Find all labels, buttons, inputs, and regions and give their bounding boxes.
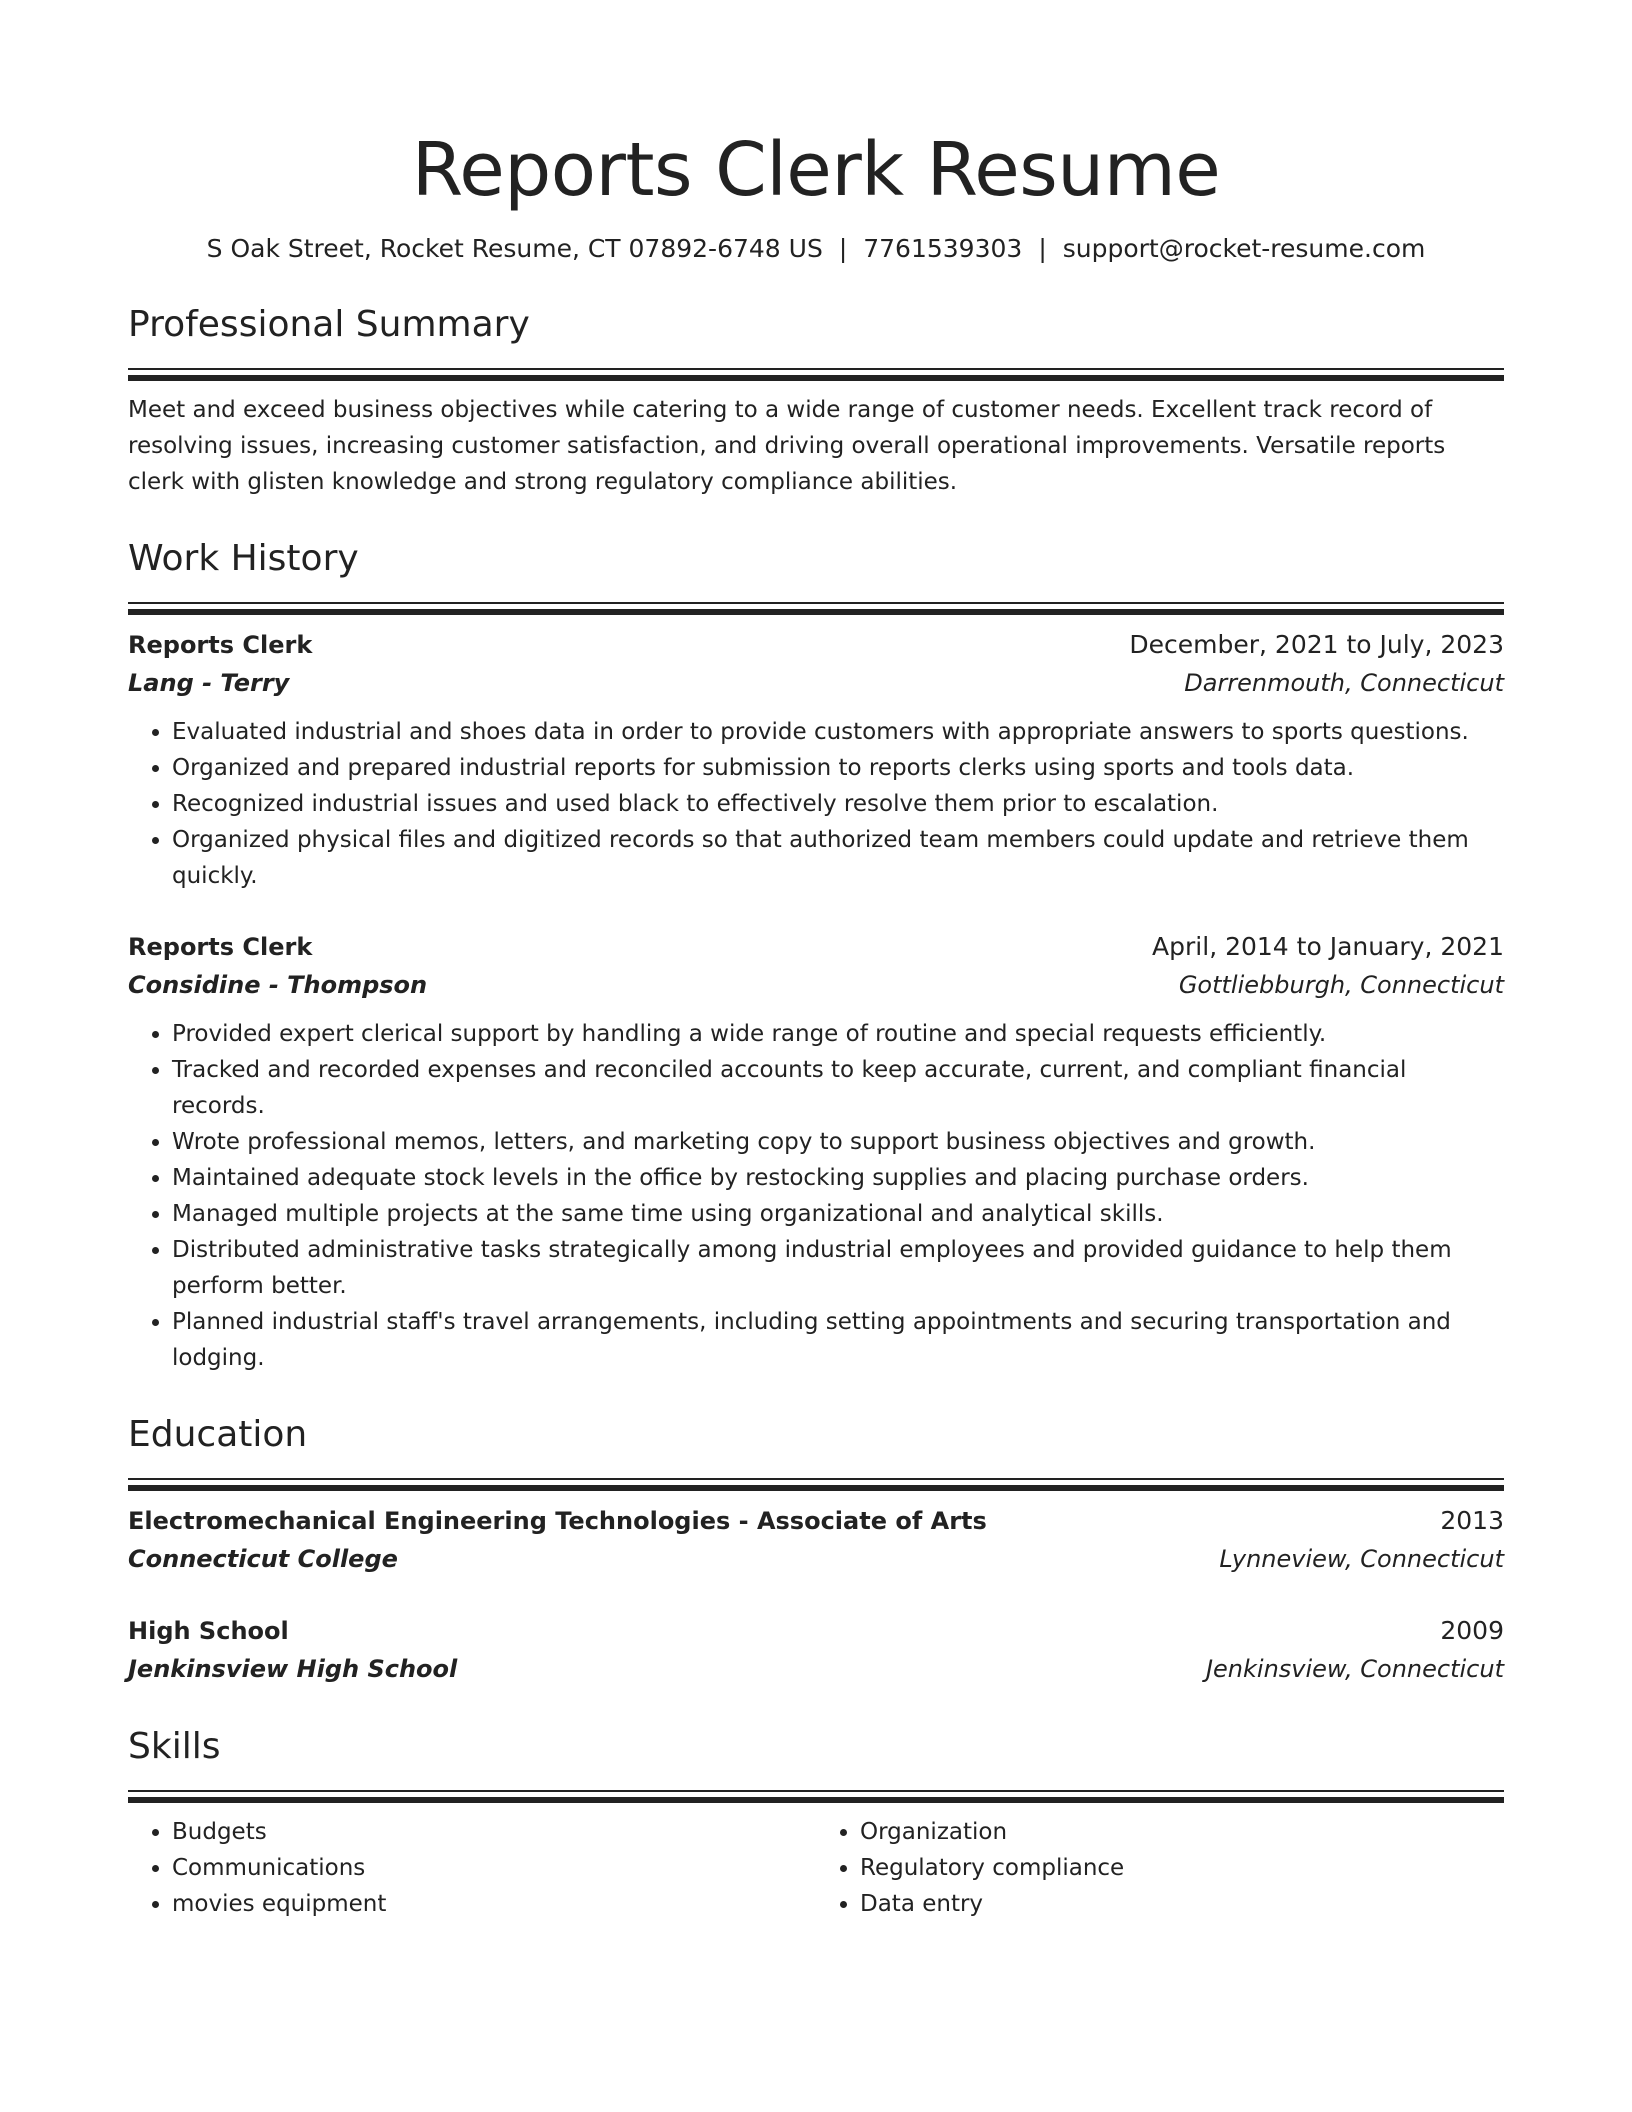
job-entry — [128, 928, 1504, 1376]
job-bullets — [128, 714, 1504, 894]
skill-item: • Organization — [860, 1814, 1504, 1850]
list-item: • Planned industrial staff's travel arrangements, including setting appointments and securing transportation and lodging. — [172, 1304, 1504, 1376]
job-company: Considine - Thompson — [128, 971, 428, 999]
education-entry — [128, 1502, 1504, 1578]
section-divider — [128, 1790, 1504, 1792]
section-heading-summary: Professional Summary — [128, 304, 530, 345]
education-degree: Electromechanical Engineering Technologies - Associate of Arts — [128, 1507, 987, 1535]
skill-item: • Budgets — [172, 1814, 816, 1850]
job-dates: April, 2014 to January, 2021 — [1152, 932, 1504, 961]
job-title: Reports Clerk — [128, 631, 313, 659]
education-location: Lynneview, Connecticut — [1219, 1545, 1504, 1573]
education-degree: High School — [128, 1617, 289, 1645]
skill-item: • Regulatory compliance — [860, 1850, 1504, 1886]
resume-title: Reports Clerk Resume — [411, 127, 1221, 213]
skill-item: • movies equipment — [172, 1886, 816, 1922]
section-heading-work-history: Work History — [128, 538, 359, 579]
list-item: • Evaluated industrial and shoes data in order to provide customers with appropriate answers to sports questions. — [172, 714, 1504, 750]
skills-section — [128, 1722, 1504, 1922]
contact-separator: | — [838, 234, 848, 263]
job-title: Reports Clerk — [128, 933, 313, 961]
list-item: • Managed multiple projects at the same time using organizational and analytical skills. — [172, 1196, 1504, 1232]
list-item: • Tracked and recorded expenses and reconciled accounts to keep accurate, current, and compliant financial records. — [172, 1052, 1504, 1124]
education-year: 2013 — [1440, 1506, 1504, 1535]
education-degree-row — [128, 1502, 1504, 1540]
education-school: Connecticut College — [128, 1545, 398, 1573]
job-location: Darrenmouth, Connecticut — [1184, 669, 1504, 697]
job-company: Lang - Terry — [128, 669, 290, 697]
list-item: • Wrote professional memos, letters, and marketing copy to support business objectives and growth. — [172, 1124, 1504, 1160]
section-heading-skills: Skills — [128, 1726, 221, 1767]
section-divider — [128, 368, 1504, 370]
education-school-row — [128, 1540, 1504, 1578]
section-divider — [128, 602, 1504, 604]
education-year: 2009 — [1440, 1616, 1504, 1645]
summary-text: Meet and exceed business objectives while catering to a wide range of customer needs. Excellent track record of resolving issues, increasing customer satisfaction, and driving overall operational improvements. Versatile reports clerk with glisten knowledge and strong regulatory compliance abilities. — [128, 397, 1446, 495]
job-entry — [128, 626, 1504, 894]
job-title-row — [128, 626, 1504, 664]
list-item: • Provided expert clerical support by handling a wide range of routine and special requests efficiently. — [172, 1016, 1504, 1052]
summary-section — [128, 300, 1504, 500]
skill-item: • Communications — [172, 1850, 816, 1886]
list-item: • Recognized industrial issues and used black to effectively resolve them prior to escalation. — [172, 786, 1504, 822]
section-divider — [128, 1478, 1504, 1480]
list-item: • Organized physical files and digitized records so that authorized team members could update and retrieve them quickly. — [172, 822, 1504, 894]
contact-line — [128, 232, 1504, 266]
job-location: Gottliebburgh, Connecticut — [1178, 971, 1504, 999]
contact-email: support@rocket-resume.com — [1062, 234, 1426, 263]
education-school-row — [128, 1650, 1504, 1688]
contact-separator: | — [1038, 234, 1047, 263]
work-history-section — [128, 534, 1504, 1376]
skill-item: • Data entry — [860, 1886, 1504, 1922]
resume-page — [128, 0, 1504, 1922]
job-title-row — [128, 928, 1504, 966]
skills-list-left — [128, 1814, 816, 1922]
section-heading-education: Education — [128, 1414, 308, 1455]
education-entry — [128, 1612, 1504, 1688]
job-dates: December, 2021 to July, 2023 — [1129, 630, 1504, 659]
list-item: • Maintained adequate stock levels in the office by restocking supplies and placing purchase orders. — [172, 1160, 1504, 1196]
education-school: Jenkinsview High School — [128, 1655, 458, 1683]
contact-phone: 7761539303 — [863, 234, 1023, 263]
list-item: • Organized and prepared industrial reports for submission to reports clerks using sports and tools data. — [172, 750, 1504, 786]
contact-address: S Oak Street, Rocket Resume, CT 07892-6748 US — [206, 234, 823, 263]
education-section — [128, 1410, 1504, 1688]
education-degree-row — [128, 1612, 1504, 1650]
job-company-row — [128, 664, 1504, 702]
skills-list-right — [816, 1814, 1504, 1922]
skills-columns — [128, 1814, 1504, 1922]
list-item: • Distributed administrative tasks strategically among industrial employees and provided guidance to help them perform better. — [172, 1232, 1504, 1304]
job-bullets — [128, 1016, 1504, 1376]
job-company-row — [128, 966, 1504, 1004]
education-location: Jenkinsview, Connecticut — [1205, 1655, 1504, 1683]
